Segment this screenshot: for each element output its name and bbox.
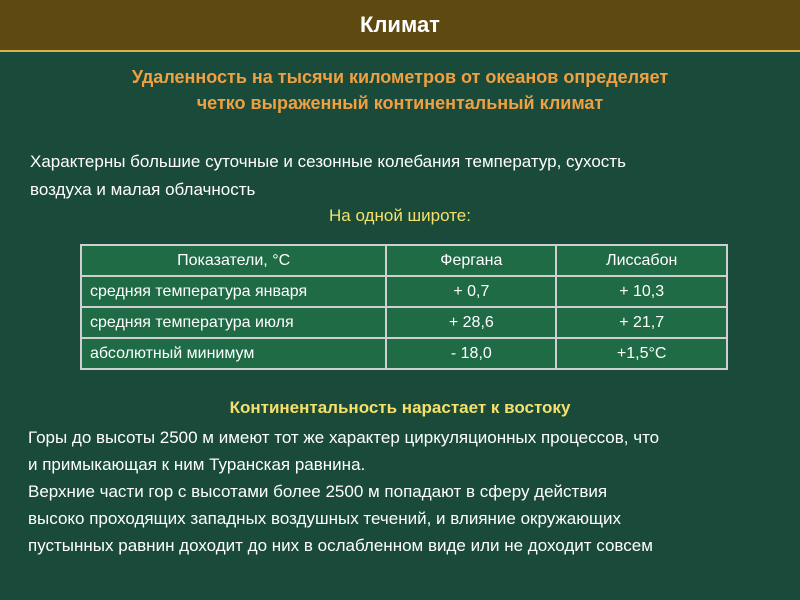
title-bar bbox=[0, 0, 800, 50]
subtitle-line-2: четко выраженный континентальный климат bbox=[196, 93, 604, 113]
header-lisbon: Лиссабон bbox=[556, 245, 727, 276]
section-heading: Континентальность нарастает к востоку bbox=[229, 398, 571, 417]
intro-line-1: Характерны большие суточные и сезонные колебания температур, сухость bbox=[30, 152, 626, 171]
header-indicator: Показатели, °С bbox=[81, 245, 386, 276]
cell-lisbon: +1,5°С bbox=[556, 338, 727, 369]
subtitle-line-1: Удаленность на тысячи километров от океанов определяет bbox=[131, 67, 669, 87]
table-row bbox=[81, 276, 727, 307]
row-label: средняя температура июля bbox=[81, 307, 386, 338]
body-paragraph bbox=[28, 424, 778, 559]
cell-lisbon: + 10,3 bbox=[556, 276, 727, 307]
header-fergana: Фергана bbox=[386, 245, 556, 276]
body-line-2: и примыкающая к ним Туранская равнина. bbox=[28, 455, 366, 474]
cell-lisbon: + 21,7 bbox=[556, 307, 727, 338]
latitude-label: На одной широте: bbox=[329, 206, 471, 225]
subtitle bbox=[0, 64, 800, 116]
intro-line-2: воздуха и малая облачность bbox=[30, 180, 256, 199]
body-line-4: высоко проходящих западных воздушных течений, и влияние окружающих bbox=[28, 509, 621, 528]
table-row bbox=[81, 338, 727, 369]
page-title: Климат bbox=[360, 12, 440, 37]
table-row bbox=[81, 307, 727, 338]
cell-fergana: + 0,7 bbox=[386, 276, 556, 307]
climate-table bbox=[80, 244, 728, 370]
body-line-3: Верхние части гор с высотами более 2500 м попадают в сферу действия bbox=[28, 482, 608, 501]
body-line-5: пустынных равнин доходит до них в ослабленном виде или не доходит совсем bbox=[28, 536, 653, 555]
intro-paragraph bbox=[30, 148, 770, 204]
table-header-row bbox=[81, 245, 727, 276]
row-label: абсолютный минимум bbox=[81, 338, 386, 369]
cell-fergana: + 28,6 bbox=[386, 307, 556, 338]
row-label: средняя температура января bbox=[81, 276, 386, 307]
cell-fergana: - 18,0 bbox=[386, 338, 556, 369]
body-line-1: Горы до высоты 2500 м имеют тот же характер циркуляционных процессов, что bbox=[28, 428, 660, 447]
title-divider bbox=[0, 50, 800, 52]
